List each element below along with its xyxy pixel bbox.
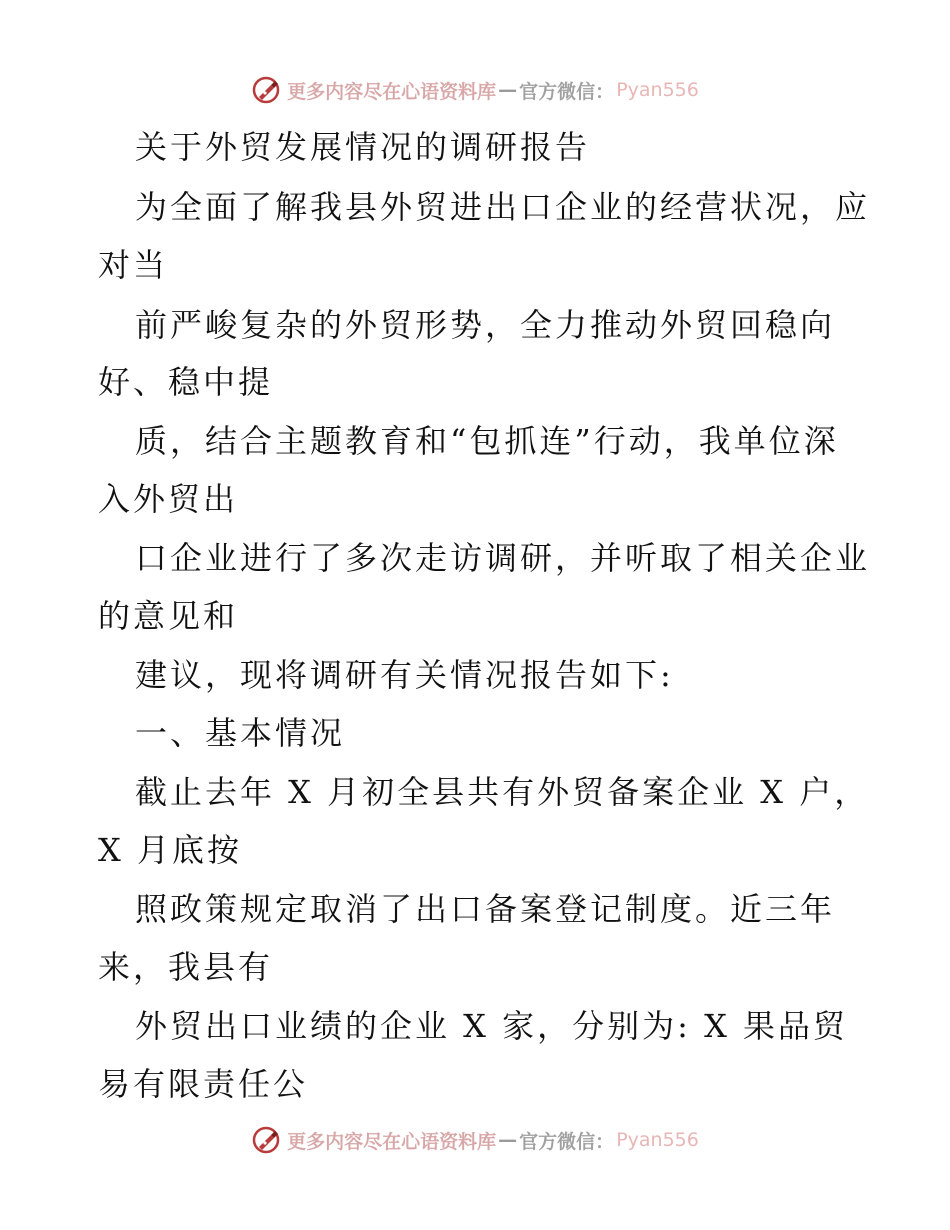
banner-wechat-label: 官方微信：: [519, 1130, 615, 1153]
paragraph-line: 截止去年 X 月初全县共有外贸备案企业 X 户，: [135, 773, 870, 811]
paragraph-line: 建议，现将调研有关情况报告如下:: [135, 656, 674, 694]
pen-nib-logo-icon: [251, 1125, 281, 1155]
paragraph-line: 外贸出口业绩的企业 X 家，分别为: X 果品贸: [135, 1007, 849, 1045]
header-banner: [0, 70, 950, 110]
paragraph-line: X 月底按: [98, 831, 242, 869]
banner-wechat-id: Pyan556: [616, 79, 699, 101]
paragraph-line: 照政策规定取消了出口备案登记制度。近三年: [135, 890, 836, 928]
banner-wechat-label: 官方微信：: [519, 80, 615, 103]
banner-text: 更多内容尽在心语资料库: [287, 1130, 497, 1153]
paragraph-line: 前严峻复杂的外贸形势，全力推动外贸回稳向: [135, 306, 836, 344]
paragraph-line: 的意见和: [98, 597, 239, 635]
paragraph-line: 对当: [98, 246, 169, 284]
paragraph-line: 口企业进行了多次走访调研，并听取了相关企业: [135, 539, 871, 577]
paragraph-line: 为全面了解我县外贸进出口企业的经营状况，应: [135, 188, 871, 226]
footer-banner: [0, 1120, 950, 1160]
banner-wechat-id: Pyan556: [616, 1129, 699, 1151]
banner-dash: —: [498, 79, 518, 101]
banner-text: 更多内容尽在心语资料库: [287, 80, 497, 103]
paragraph-line: 入外贸出: [98, 480, 239, 518]
paragraph-line: 易有限责任公: [98, 1065, 309, 1103]
paragraph-line: 好、稳中提: [98, 363, 274, 401]
document-title: 关于外贸发展情况的调研报告: [135, 128, 591, 166]
paragraph-line: 来，我县有: [98, 948, 274, 986]
section-heading: 一、基本情况: [135, 714, 346, 752]
banner-dash: —: [498, 1129, 518, 1151]
paragraph-line: 质，结合主题教育和“包抓连”行动，我单位深: [135, 422, 839, 460]
pen-nib-logo-icon: [251, 75, 281, 105]
